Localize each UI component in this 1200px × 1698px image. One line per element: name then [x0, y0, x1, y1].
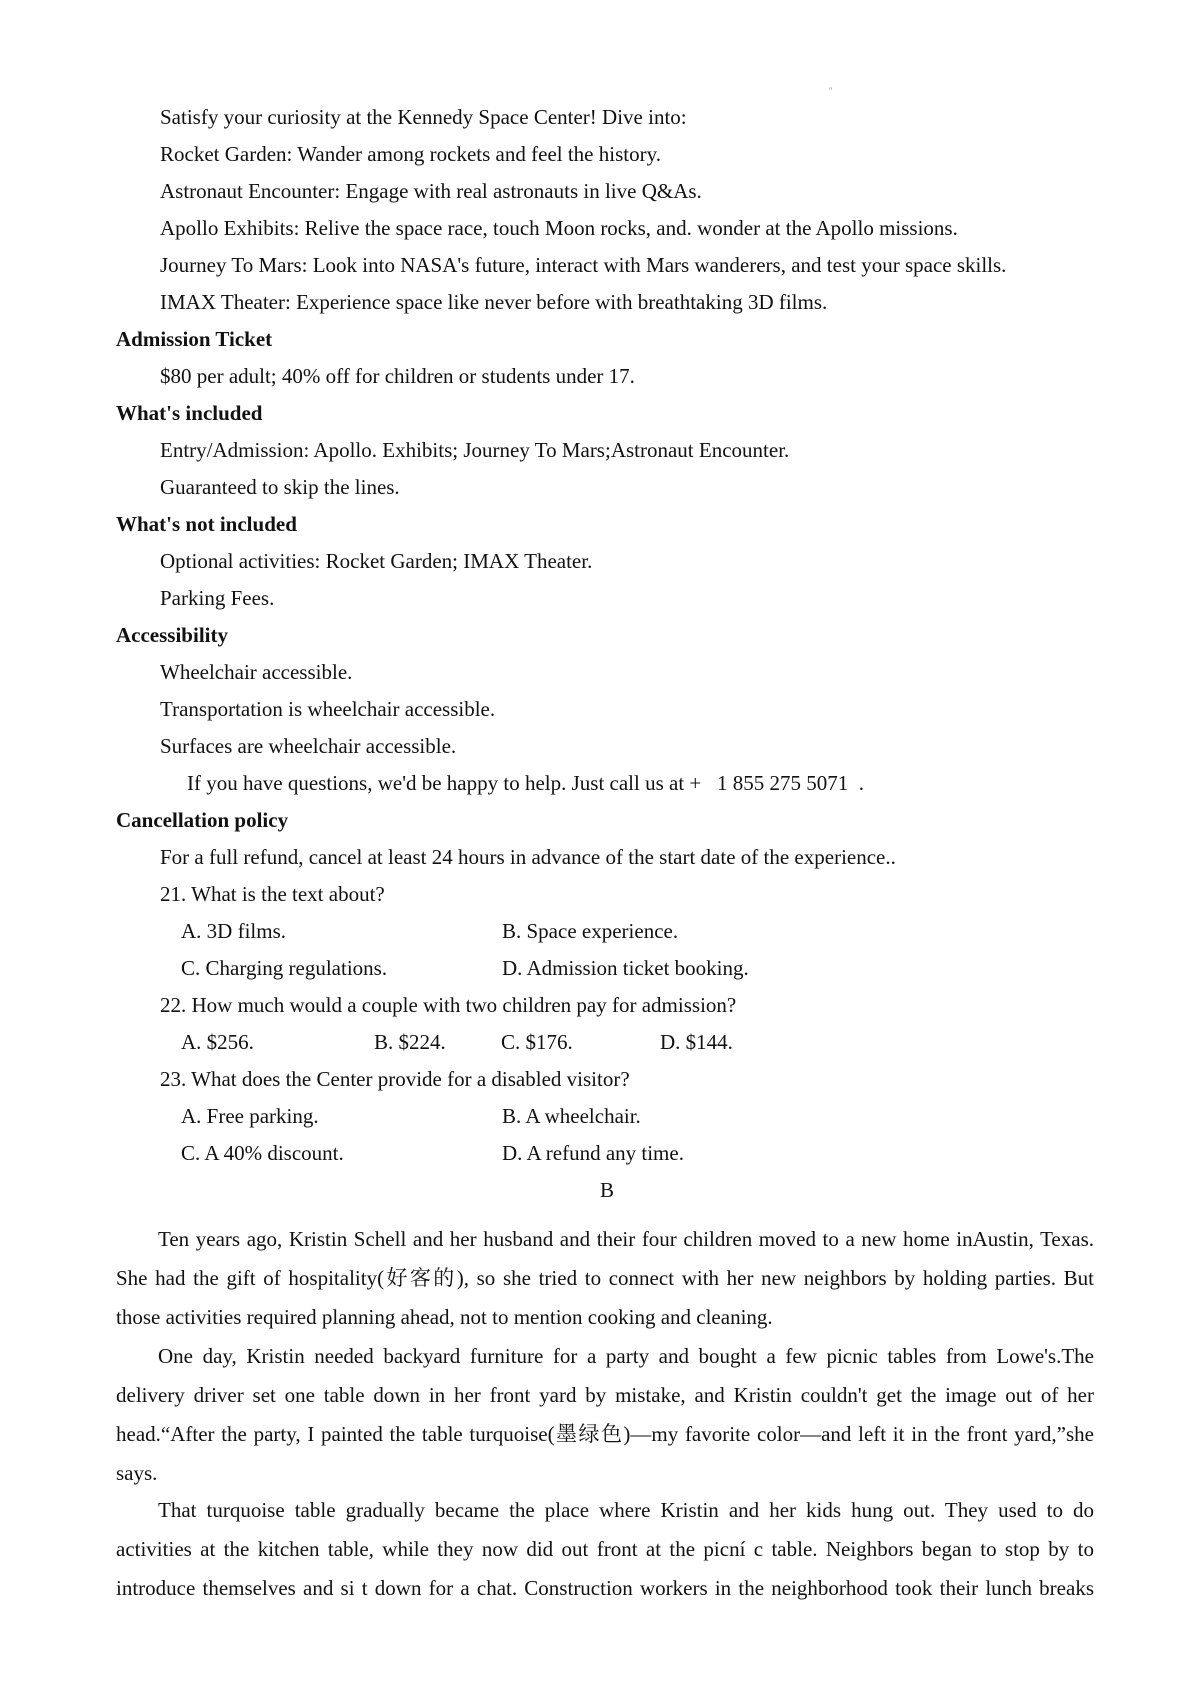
- paragraph-line: those activities required planning ahead, not to mention cooking and cleaning.: [116, 1305, 773, 1329]
- question-stem: 23. What does the Center provide for a disabled visitor?: [160, 1067, 630, 1091]
- answer-option: D. Admission ticket booking.: [502, 956, 749, 980]
- contact-phone-line: If you have questions, we'd be happy to help. Just call us at + 1 855 275 5071 .: [187, 771, 865, 795]
- answer-option: A. $256.: [181, 1030, 254, 1054]
- answer-option: C. Charging regulations.: [181, 956, 388, 980]
- passage-paragraph: [116, 1337, 1094, 1493]
- intro-line: Satisfy your curiosity at the Kennedy Space Center! Dive into:: [160, 105, 687, 129]
- attraction-apollo-exhibits: Apollo Exhibits: Relive the space race, touch Moon rocks, and. wonder at the Apollo missions.: [160, 216, 958, 240]
- not-included-line: Parking Fees.: [160, 586, 275, 610]
- accessibility-line: Surfaces are wheelchair accessible.: [160, 734, 457, 758]
- included-line: Entry/Admission: Apollo. Exhibits; Journey To Mars;Astronaut Encounter.: [160, 438, 790, 462]
- paragraph-line: One day, Kristin needed backyard furniture for a party and bought a few picnic tables from Lowe's.The: [158, 1344, 1094, 1368]
- question-stem: 21. What is the text about?: [160, 882, 385, 906]
- passage-paragraph: [116, 1220, 1094, 1337]
- included-line: Guaranteed to skip the lines.: [160, 475, 400, 499]
- answer-option: B. $224.: [374, 1030, 446, 1054]
- cancellation-heading: Cancellation policy: [116, 808, 289, 832]
- attraction-rocket-garden: Rocket Garden: Wander among rockets and feel the history.: [160, 142, 661, 166]
- accessibility-line: Transportation is wheelchair accessible.: [160, 697, 496, 721]
- paragraph-line: She had the gift of hospitality(好客的), so she tried to connect with her new neighbors by holding parties. But: [116, 1266, 1094, 1290]
- attraction-journey-to-mars: Journey To Mars: Look into NASA's future, interact with Mars wanderers, and test your space skills.: [160, 253, 1007, 277]
- passage-paragraph: [116, 1491, 1094, 1608]
- answer-option: C. A 40% discount.: [181, 1141, 344, 1165]
- attraction-astronaut-encounter: Astronaut Encounter: Engage with real astronauts in live Q&As.: [160, 179, 702, 203]
- paragraph-line: Ten years ago, Kristin Schell and her husband and their four children moved to a new home inAustin, Texas.: [158, 1227, 1094, 1251]
- paragraph-line: activities at the kitchen table, while they now did out front at the picní c table. Neighbors began to stop by to: [116, 1537, 1094, 1561]
- answer-option: B. Space experience.: [502, 919, 679, 943]
- answer-option: A. 3D films.: [181, 919, 286, 943]
- accessibility-heading: Accessibility: [116, 623, 228, 647]
- admission-price-line: $80 per adult; 40% off for children or students under 17.: [160, 364, 635, 388]
- answer-option: B. A wheelchair.: [502, 1104, 641, 1128]
- answer-option: C. $176.: [501, 1030, 573, 1054]
- not-included-heading: What's not included: [116, 512, 297, 536]
- included-heading: What's included: [116, 401, 263, 425]
- cancellation-line: For a full refund, cancel at least 24 hours in advance of the start date of the experience..: [160, 845, 896, 869]
- answer-option: D. $144.: [660, 1030, 733, 1054]
- question-stem: 22. How much would a couple with two children pay for admission?: [160, 993, 737, 1017]
- answer-option: D. A refund any time.: [502, 1141, 684, 1165]
- attraction-imax-theater: IMAX Theater: Experience space like never before with breathtaking 3D films.: [160, 290, 828, 314]
- paragraph-line: head.“After the party, I painted the table turquoise(墨绿色)—my favorite color—and left it in the front yard,”she: [116, 1422, 1094, 1446]
- paragraph-line: delivery driver set one table down in her front yard by mistake, and Kristin couldn't get the image out of her: [116, 1383, 1094, 1407]
- accessibility-line: Wheelchair accessible.: [160, 660, 353, 684]
- passage-label: B: [600, 1178, 615, 1202]
- paragraph-line: says.: [116, 1461, 158, 1485]
- paragraph-line: That turquoise table gradually became the place where Kristin and her kids hung out. They used to do: [158, 1498, 1094, 1522]
- paragraph-line: introduce themselves and si t down for a chat. Construction workers in the neighborhood took their lunch breaks: [116, 1576, 1094, 1600]
- corner-mark: ": [829, 86, 833, 95]
- answer-option: A. Free parking.: [181, 1104, 319, 1128]
- admission-heading: Admission Ticket: [116, 327, 273, 351]
- not-included-line: Optional activities: Rocket Garden; IMAX Theater.: [160, 549, 593, 573]
